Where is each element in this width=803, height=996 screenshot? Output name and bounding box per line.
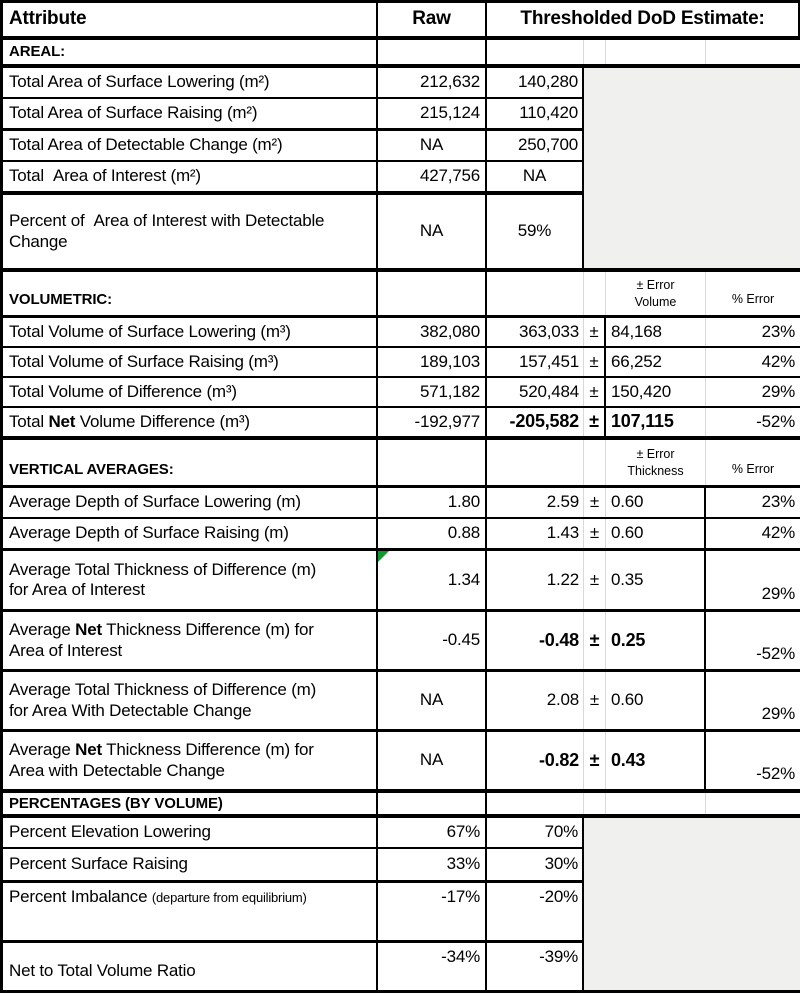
- raw-value: -192,977: [378, 408, 487, 436]
- attribute-label: Total Area of Surface Raising (m²): [3, 99, 378, 128]
- plus-minus: ±: [584, 612, 606, 669]
- label-part: Total: [9, 411, 49, 431]
- attribute-label-text: Average Total Thickness of Difference (m) for Area of Interest: [9, 559, 317, 599]
- label-part: Thickness Difference (m) for Area with Detectable Change: [9, 740, 314, 780]
- attribute-label: [3, 732, 378, 789]
- thresholded-dod-header: Thresholded DoD Estimate:: [487, 3, 800, 36]
- empty-cell: [706, 40, 800, 64]
- section-title-volumetric: VOLUMETRIC:: [3, 272, 378, 315]
- attribute-label-text: [9, 620, 331, 660]
- thresholded-value: -205,582: [487, 408, 584, 436]
- thresholded-value: -0.48: [487, 612, 584, 669]
- error-value: 66,252: [606, 348, 706, 376]
- table-row: [3, 195, 584, 268]
- table-row: [3, 131, 584, 160]
- label-part-bold: Net: [75, 620, 102, 640]
- attribute-label-text: Percent of Area of Interest with Detectable Change: [9, 211, 325, 251]
- attribute-label: Net to Total Volume Ratio: [3, 943, 378, 990]
- thresholded-value: 363,033: [487, 318, 584, 346]
- table-row: [3, 378, 800, 406]
- raw-value: -34%: [378, 943, 487, 990]
- empty-cell: [706, 793, 800, 814]
- thresholded-value: -20%: [487, 883, 584, 940]
- attribute-label: Average Depth of Surface Lowering (m): [3, 488, 378, 517]
- label-part-bold: Net: [48, 411, 76, 431]
- attribute-label-text: [9, 740, 331, 780]
- error-thickness-column-header-text: [606, 446, 705, 479]
- thresholded-value: 1.22: [487, 551, 584, 609]
- thresholded-value: -39%: [487, 943, 584, 990]
- shaded-empty-region: [584, 68, 800, 268]
- cell-error-flag-icon: [378, 551, 389, 562]
- error-volume-column-header: [606, 272, 706, 315]
- raw-value: 67%: [378, 818, 487, 847]
- raw-value: 571,182: [378, 378, 487, 406]
- attribute-label: Total Volume of Surface Lowering (m³): [3, 318, 378, 346]
- table-row: [3, 943, 584, 990]
- table-row: [3, 672, 800, 729]
- thresholded-value: 2.59: [487, 488, 584, 517]
- table-row: [3, 162, 584, 191]
- label-part-small: (departure from equilibrium): [151, 890, 307, 905]
- empty-cell: [606, 793, 706, 814]
- raw-value: 33%: [378, 849, 487, 880]
- section-title-areal: AREAL:: [3, 40, 378, 64]
- percent-error-value: 29%: [761, 703, 795, 723]
- attribute-label-text: Average Total Thickness of Difference (m) for Area With Detectable Change: [9, 680, 317, 720]
- plus-minus: ±: [584, 732, 606, 789]
- thresholded-value: 140,280: [487, 68, 584, 97]
- thresholded-value: 30%: [487, 849, 584, 880]
- table-row: [3, 818, 584, 847]
- section-title-vertical-averages: VERTICAL AVERAGES:: [3, 440, 378, 485]
- thresholded-value: 1.43: [487, 519, 584, 548]
- raw-value: 427,756: [378, 162, 487, 191]
- table-row: [3, 551, 800, 609]
- attribute-label: Percent Surface Raising: [3, 849, 378, 880]
- error-header-line1: ± Error: [636, 447, 675, 462]
- label-part: Volume Difference (m³): [75, 411, 250, 431]
- table-row: [3, 732, 800, 789]
- thresholded-value: 70%: [487, 818, 584, 847]
- error-value: 0.43: [606, 732, 706, 789]
- percent-error-value: 42%: [761, 523, 795, 543]
- raw-value: 382,080: [378, 318, 487, 346]
- table-row: [3, 488, 800, 517]
- section-header-row-percentages: [3, 793, 800, 814]
- attribute-label: Total Area of Detectable Change (m²): [3, 131, 378, 160]
- plus-minus: ±: [584, 672, 606, 729]
- label-part: Thickness Difference (m) for Area of Interest: [9, 620, 314, 660]
- table-row: [3, 318, 800, 346]
- label-part-bold: Net: [75, 740, 102, 760]
- raw-value: NA: [378, 672, 487, 729]
- attribute-label: Total Area of Surface Lowering (m²): [3, 68, 378, 97]
- attribute-label: [3, 612, 378, 669]
- attribute-label: Total Volume of Difference (m³): [3, 378, 378, 406]
- raw-value: -0.45: [378, 612, 487, 669]
- plus-minus: ±: [584, 519, 606, 548]
- empty-cell: [584, 272, 606, 315]
- raw-value: 0.88: [378, 519, 487, 548]
- empty-cell: [487, 793, 584, 814]
- error-value: 0.35: [606, 551, 706, 609]
- attribute-label: [3, 408, 378, 436]
- table-row: [3, 883, 584, 940]
- percent-error-value: -52%: [756, 643, 795, 663]
- section-header-row-areal: [3, 40, 800, 64]
- label-part: Average: [9, 620, 76, 640]
- divider: [3, 990, 800, 993]
- plus-minus: ±: [584, 408, 606, 436]
- label-part: Average: [9, 740, 76, 760]
- plus-minus: ±: [584, 348, 606, 376]
- table-row: [3, 519, 800, 548]
- error-value: 0.60: [606, 672, 706, 729]
- thresholded-value: 250,700: [487, 131, 584, 160]
- error-value: 0.25: [606, 612, 706, 669]
- raw-value: NA: [378, 195, 487, 268]
- plus-minus: ±: [584, 551, 606, 609]
- percent-error-value: 42%: [761, 351, 795, 371]
- empty-cell: [487, 440, 584, 485]
- percent-error-value: 29%: [761, 381, 795, 401]
- thresholded-value: 520,484: [487, 378, 584, 406]
- attribute-label: [3, 195, 378, 268]
- attribute-column-header: Attribute: [3, 3, 378, 36]
- attribute-label: [3, 672, 378, 729]
- thresholded-value: 157,451: [487, 348, 584, 376]
- error-value: 107,115: [606, 408, 706, 436]
- empty-cell: [584, 40, 606, 64]
- attribute-label: Average Depth of Surface Raising (m): [3, 519, 378, 548]
- empty-cell: [487, 272, 584, 315]
- thresholded-value: -0.82: [487, 732, 584, 789]
- raw-value: -17%: [378, 883, 487, 940]
- percent-error-value: -52%: [756, 763, 795, 783]
- attribute-label: Total Area of Interest (m²): [3, 162, 378, 191]
- table-row: [3, 99, 584, 128]
- empty-cell: [606, 40, 706, 64]
- raw-value: 189,103: [378, 348, 487, 376]
- section-header-row-volumetric: [3, 272, 800, 315]
- raw-value: NA: [378, 732, 487, 789]
- percent-error-value: 29%: [761, 583, 795, 603]
- percentages-rows: [3, 818, 584, 990]
- error-header-line1: ± Error: [636, 278, 675, 293]
- raw-value: 215,124: [378, 99, 487, 128]
- table-row: [3, 612, 800, 669]
- raw-value: 1.80: [378, 488, 487, 517]
- plus-minus: ±: [584, 378, 606, 406]
- empty-cell: [378, 793, 487, 814]
- table-row: [3, 408, 800, 436]
- areal-section: [3, 68, 800, 268]
- attribute-label-text: [9, 887, 307, 907]
- percent-error-value: 23%: [761, 492, 795, 512]
- error-value: 0.60: [606, 519, 706, 548]
- attribute-label: [3, 551, 378, 609]
- percent-error-column-header: % Error: [731, 461, 775, 476]
- error-value: 0.60: [606, 488, 706, 517]
- error-value: 84,168: [606, 318, 706, 346]
- thresholded-value: 2.08: [487, 672, 584, 729]
- raw-value-text: 1.34: [447, 569, 480, 589]
- error-header-line2: Thickness: [627, 463, 684, 478]
- areal-rows: [3, 68, 584, 268]
- empty-cell: [584, 793, 606, 814]
- section-title-percentages: PERCENTAGES (BY VOLUME): [3, 793, 378, 814]
- attribute-label: Percent Elevation Lowering: [3, 818, 378, 847]
- plus-minus: ±: [584, 488, 606, 517]
- error-header-line2: Volume: [634, 294, 677, 309]
- error-volume-column-header-text: [606, 277, 705, 310]
- label-part: Percent Imbalance: [9, 887, 152, 906]
- section-header-row-vertical-averages: [3, 440, 800, 485]
- empty-cell: [378, 40, 487, 64]
- raw-column-header: Raw: [378, 3, 487, 36]
- thresholded-value: 59%: [487, 195, 584, 268]
- table-row: [3, 348, 800, 376]
- raw-value: [378, 551, 487, 609]
- empty-cell: [487, 40, 584, 64]
- empty-cell: [378, 272, 487, 315]
- attribute-label: [3, 883, 378, 940]
- attribute-label: Total Volume of Surface Raising (m³): [3, 348, 378, 376]
- raw-value: NA: [378, 131, 487, 160]
- plus-minus: ±: [584, 318, 606, 346]
- table-row: [3, 68, 584, 97]
- error-thickness-column-header: [606, 440, 706, 485]
- error-value: 150,420: [606, 378, 706, 406]
- empty-cell: [378, 440, 487, 485]
- percent-error-column-header: % Error: [731, 291, 775, 306]
- thresholded-value: NA: [487, 162, 584, 191]
- table-row: [3, 849, 584, 880]
- percent-error-value: 23%: [761, 321, 795, 341]
- raw-value: 212,632: [378, 68, 487, 97]
- thresholded-value: 110,420: [487, 99, 584, 128]
- shaded-empty-region: [584, 818, 800, 990]
- attribute-label-text: [9, 412, 250, 432]
- empty-cell: [584, 440, 606, 485]
- percentages-section: [3, 818, 800, 990]
- percent-error-value: -52%: [756, 411, 795, 431]
- table-header-row: [3, 3, 800, 36]
